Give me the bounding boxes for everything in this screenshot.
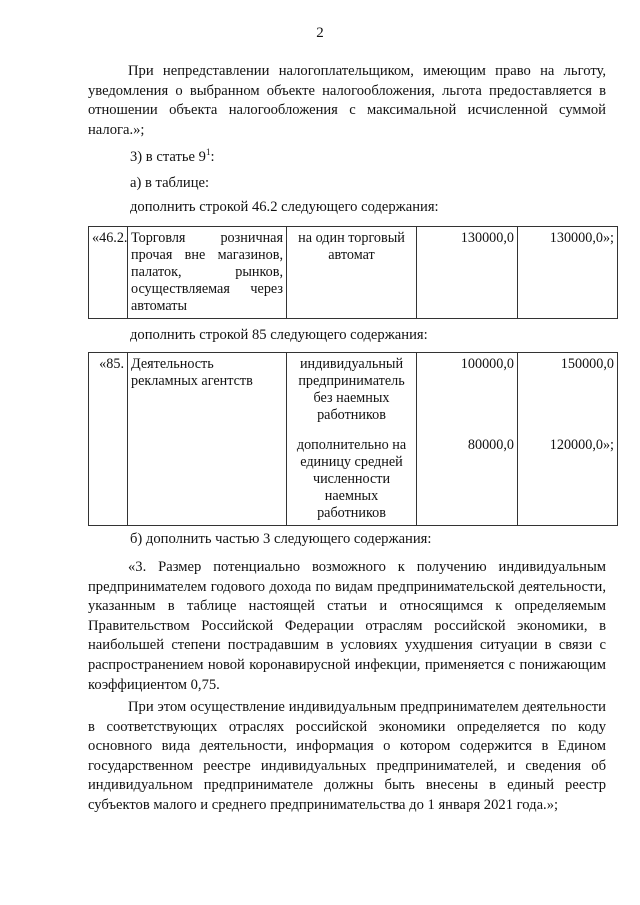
table-row-85 xyxy=(88,352,618,526)
row-number-cell: «46.2. xyxy=(89,227,128,319)
activity-cell: Торговля розничная прочая вне магазинов, палаток, рынков, осуществляемая через автоматы xyxy=(128,227,287,319)
value-cell-2b: 120000,0»; xyxy=(518,434,618,526)
item-3-superscript: 1 xyxy=(205,147,211,158)
item-3 xyxy=(130,148,215,167)
value-cell-2: 130000,0»; xyxy=(518,227,618,319)
add-row-85-label: дополнить строкой 85 следующего содержания: xyxy=(130,327,428,343)
value-cell-1a: 100000,0 xyxy=(417,353,518,435)
table-row xyxy=(89,227,618,319)
unit-cell: на один торговый автомат xyxy=(287,227,417,319)
item-b: б) дополнить частью 3 следующего содержания: xyxy=(130,531,432,547)
activity-cell: Деятельность рекламных агентств xyxy=(128,353,287,435)
table-row-46-2 xyxy=(88,226,618,319)
table-row xyxy=(89,434,618,526)
item-a: а) в таблице: xyxy=(130,175,210,191)
value-cell-2a: 150000,0 xyxy=(518,353,618,435)
page-number: 2 xyxy=(316,25,324,41)
item-3-suffix: : xyxy=(210,149,215,165)
row-number-cell: «85. xyxy=(89,353,128,435)
unit-cell-1: индивидуальный предприниматель без наемных работников xyxy=(287,353,417,435)
intro-paragraph: При непредставлении налогоплательщиком, имеющим право на льготу, уведомления о выбранном объекте налогообложения, льгота предоставляется в отношении объекта налогообложения с максимальной исчисленной суммой налога.»; xyxy=(88,63,606,138)
add-row-46-2-label: дополнить строкой 46.2 следующего содержания: xyxy=(130,199,439,215)
final-paragraph: При этом осуществление индивидуальным предпринимателем деятельности в соответствующих отраслях российской экономики определяется по коду основного вида деятельности, информация о котором содержится в Едином государственном реестре индивидуальных предпринимателей, и сведения об индивидуальном предпринимателе должны быть внесены в единый реестр субъектов малого и среднего предпринимательства до 1 января 2021 года.»; xyxy=(88,699,606,813)
part-3-paragraph: «3. Размер потенциально возможного к получению индивидуальным предпринимателем годового дохода по видам предпринимательской деятельности, указанным в таблице настоящей статьи и относящимся к определяемым Правительством Российской Федерации отраслям российской экономики, в наибольшей степени пострадавшим в условиях ухудшения ситуации в связи с распространением новой коронавирусной инфекции, применяется с понижающим коэффициентом 0,75. xyxy=(88,559,606,693)
value-cell-1b: 80000,0 xyxy=(417,434,518,526)
value-cell-1: 130000,0 xyxy=(417,227,518,319)
item-3-text: 3) в статье 9 xyxy=(130,149,206,165)
table-row xyxy=(89,353,618,435)
row-number-cell-empty xyxy=(89,434,128,526)
unit-cell-2: дополнительно на единицу средней численности наемных работников xyxy=(287,434,417,526)
activity-cell-empty xyxy=(128,434,287,526)
